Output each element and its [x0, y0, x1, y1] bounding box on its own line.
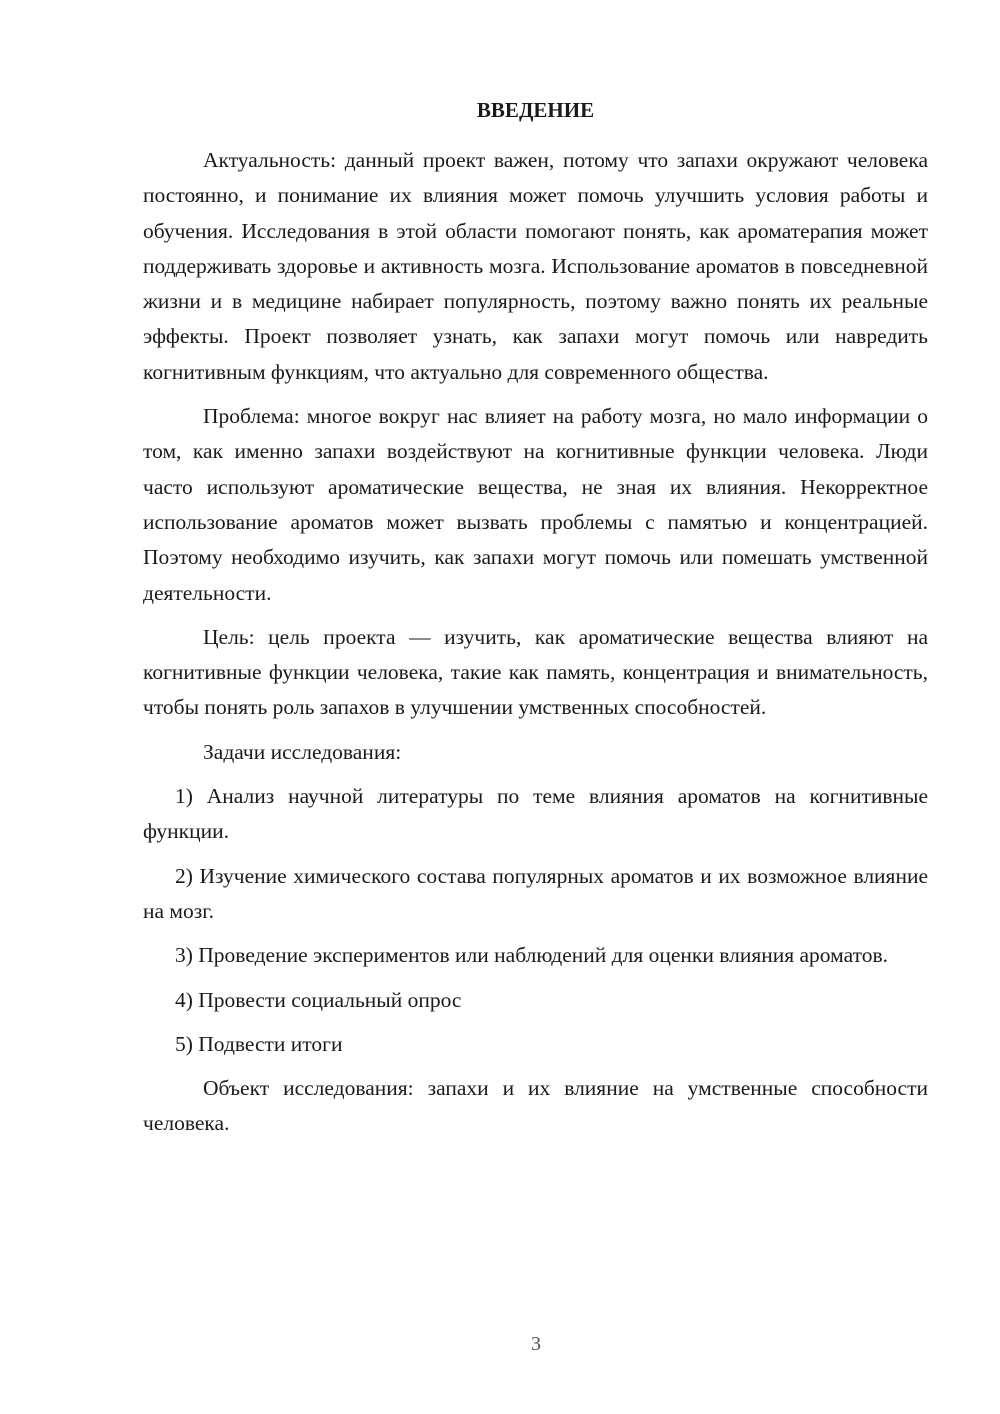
page-content — [143, 95, 928, 1151]
list-item-task-4: 4) Провести социальный опрос — [175, 987, 462, 1012]
paragraph-relevance: Актуальность: данный проект важен, потому что запахи окружают человека постоянно, и понимание их влияния может помочь улучшить условия работы и обучения. Исследования в этой области помогают понять, как ароматерапия может поддерживать здоровье и активность мозга. Использование ароматов в повседневной жизни и в медицине набирает популярность, поэтому важно понять их реальные эффекты. Проект позволяет узнать, как запахи могут помочь или навредить когнитивным функциям, что актуально для современного общества. — [143, 148, 928, 384]
tasks-heading: Задачи исследования: — [203, 739, 402, 764]
page-number: 3 — [531, 1333, 541, 1355]
paragraph-problem: Проблема: многое вокруг нас влияет на работу мозга, но мало информации о том, как именно запахи воздействуют на когнитивные функции человека. Люди часто используют ароматические вещества, не зная их влияния. Некорректное использование ароматов может вызвать проблемы с памятью и концентрацией. Поэтому необходимо изучить, как запахи могут помочь или помешать умственной деятельности. — [143, 404, 928, 605]
list-item-task-5: 5) Подвести итоги — [175, 1031, 343, 1056]
page-title: ВВЕДЕНИЕ — [476, 98, 595, 122]
list-item-task-3: 3) Проведение экспериментов или наблюдений для оценки влияния ароматов. — [175, 943, 888, 968]
paragraph-object: Объект исследования: запахи и их влияние на умственные способности человека. — [143, 1076, 928, 1136]
paragraph-goal: Цель: цель проекта — изучить, как ароматические вещества влияют на когнитивные функции человека, такие как память, концентрация и внимательность, чтобы понять роль запахов в улучшении умственных способностей. — [143, 624, 928, 720]
list-item-task-1: 1) Анализ научной литературы по теме влияния ароматов на когнитивные функции. — [143, 784, 928, 844]
list-item-task-2: 2) Изучение химического состава популярных ароматов и их возможное влияние на мозг. — [143, 863, 928, 923]
